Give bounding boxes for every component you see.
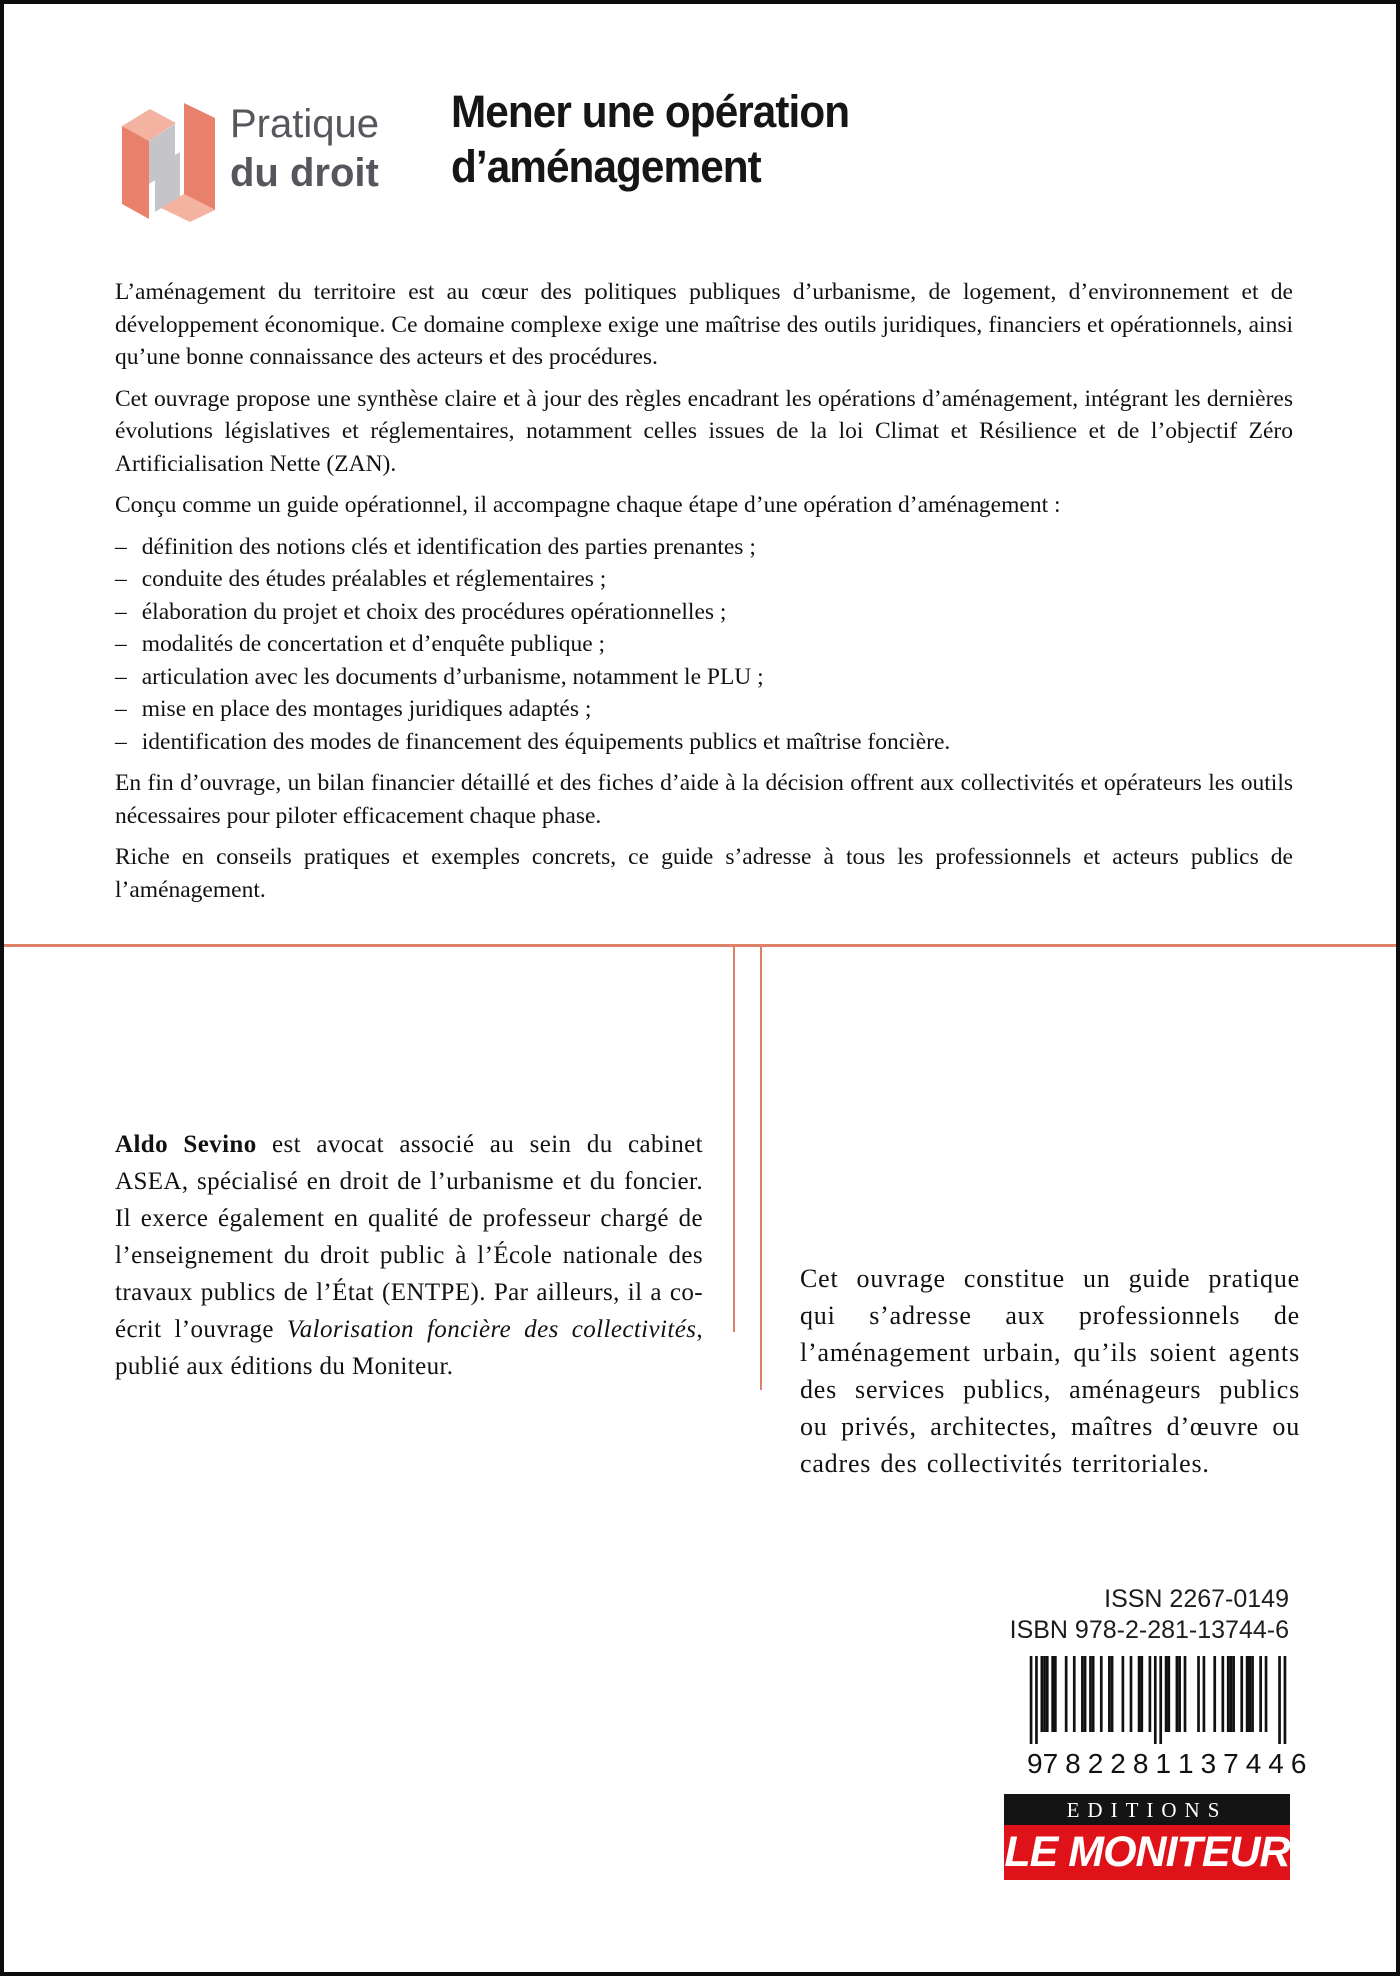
book-title: [451, 84, 849, 194]
list-item: [115, 596, 1293, 629]
bio-text: , publié aux éditions du Moniteur.: [115, 1316, 703, 1380]
dash-marker: –: [115, 728, 127, 755]
list-item-text: identification des modes de financement des équipements publics et maîtrise foncière.: [141, 728, 951, 755]
barcode-digit-group: 137446: [1178, 1748, 1314, 1779]
list-item-text: définition des notions clés et identification des parties prenantes ;: [141, 533, 756, 560]
pratique-du-droit-logo-icon: [112, 100, 222, 222]
collection-name: [230, 100, 379, 198]
collection-line2: du droit: [230, 151, 379, 195]
barcode-bars: [1027, 1656, 1289, 1744]
audience-paragraph: Cet ouvrage constitue un guide pratique qui s’adresse aux professionnels de l’aménagement urbain, qu’ils soient agents des services publics, aménageurs publics ou privés, architectes, maîtres d’œuvre ou cadres des collectivités territoriales.: [800, 1264, 1300, 1478]
dash-marker: –: [115, 566, 127, 592]
vertical-divider-left: [733, 944, 735, 1332]
book-title-line2: d’aménagement: [451, 141, 761, 192]
list-item: [115, 693, 1293, 726]
isbn: ISBN 978-2-281-13744-6: [1009, 1616, 1289, 1644]
horizontal-divider: [4, 944, 1396, 947]
collection-line1: Pratique: [230, 102, 379, 146]
dash-marker: –: [115, 598, 127, 625]
list-item-text: mise en place des montages juridiques adaptés ;: [141, 696, 592, 722]
synopsis-paragraph: Riche en conseils pratiques et exemples concrets, ce guide s’adresse à tous les professionnels et acteurs publics de l’aménagement.: [115, 844, 1293, 903]
synopsis-paragraph: En fin d’ouvrage, un bilan financier détaillé et des fiches d’aide à la décision offrent aux collectivités et opérateurs les outils nécessaires pour piloter efficacement chaque phase.: [115, 770, 1293, 829]
publication-codes: [1010, 1584, 1289, 1646]
publisher-logo: [1004, 1794, 1290, 1880]
list-item: [115, 628, 1293, 661]
dash-marker: –: [115, 533, 127, 560]
book-title-line1: Mener une opération: [451, 86, 850, 137]
synopsis-paragraph: Cet ouvrage propose une synthèse claire et à jour des règles encadrant les opérations d’aménagement, intégrant les dernières évolutions législatives et réglementaires, notamment celles issues de la loi Climat et Résilience et de l’objectif Zéro Artificialisation Nette (ZAN).: [115, 385, 1293, 477]
le-moniteur-logo: LE MONITEUR: [1004, 1825, 1290, 1880]
barcode-digit-group: 782281: [1042, 1748, 1179, 1779]
barcode: [1027, 1656, 1314, 1780]
issn: ISSN 2267-0149: [1104, 1585, 1289, 1613]
list-item-text: élaboration du projet et choix des procédures opérationnelles ;: [141, 598, 727, 625]
editions-label: EDITIONS: [1004, 1794, 1290, 1825]
list-item-text: conduite des études préalables et réglementaires ;: [141, 566, 607, 592]
barcode-digit-first: 9: [1027, 1748, 1043, 1779]
list-item-text: articulation avec les documents d’urbanisme, notamment le PLU ;: [141, 663, 764, 690]
list-item: [115, 531, 1293, 564]
list-item: [115, 661, 1293, 694]
bio-text: est avocat associé au sein du cabinet ASEA, spécialisé en droit de l’urbanisme et du foncier. Il exerce également en qualité de professeur chargé de l’enseignement du droit public à l’École nationale des travaux publics de l’État (ENTPE). Par ailleurs, il a co-écrit l’ouvrage: [115, 1131, 703, 1343]
synopsis-paragraph: Conçu comme un guide opérationnel, il accompagne chaque étape d’une opération d’aménagement :: [115, 492, 1061, 518]
author-name: Aldo Sevino: [115, 1131, 257, 1158]
feature-list: [115, 531, 1293, 759]
dash-marker: –: [115, 696, 127, 722]
vertical-divider-right: [760, 944, 762, 1390]
barcode-digits: [1027, 1748, 1314, 1780]
list-item: [115, 563, 1293, 596]
list-item-text: modalités de concertation et d’enquête publique ;: [141, 631, 606, 657]
list-item: [115, 726, 1293, 759]
dash-marker: –: [115, 663, 127, 690]
cited-work-title: Valorisation foncière des collectivités: [286, 1316, 697, 1343]
synopsis: [115, 276, 1293, 915]
author-bio: [115, 1126, 703, 1385]
dash-marker: –: [115, 631, 127, 657]
synopsis-paragraph: L’aménagement du territoire est au cœur des politiques publiques d’urbanisme, de logement, d’environnement et de développement économique. Ce domaine complexe exige une maîtrise des outils juridiques, financiers et opérationnels, ainsi qu’une bonne connaissance des acteurs et des procédures.: [115, 279, 1293, 370]
